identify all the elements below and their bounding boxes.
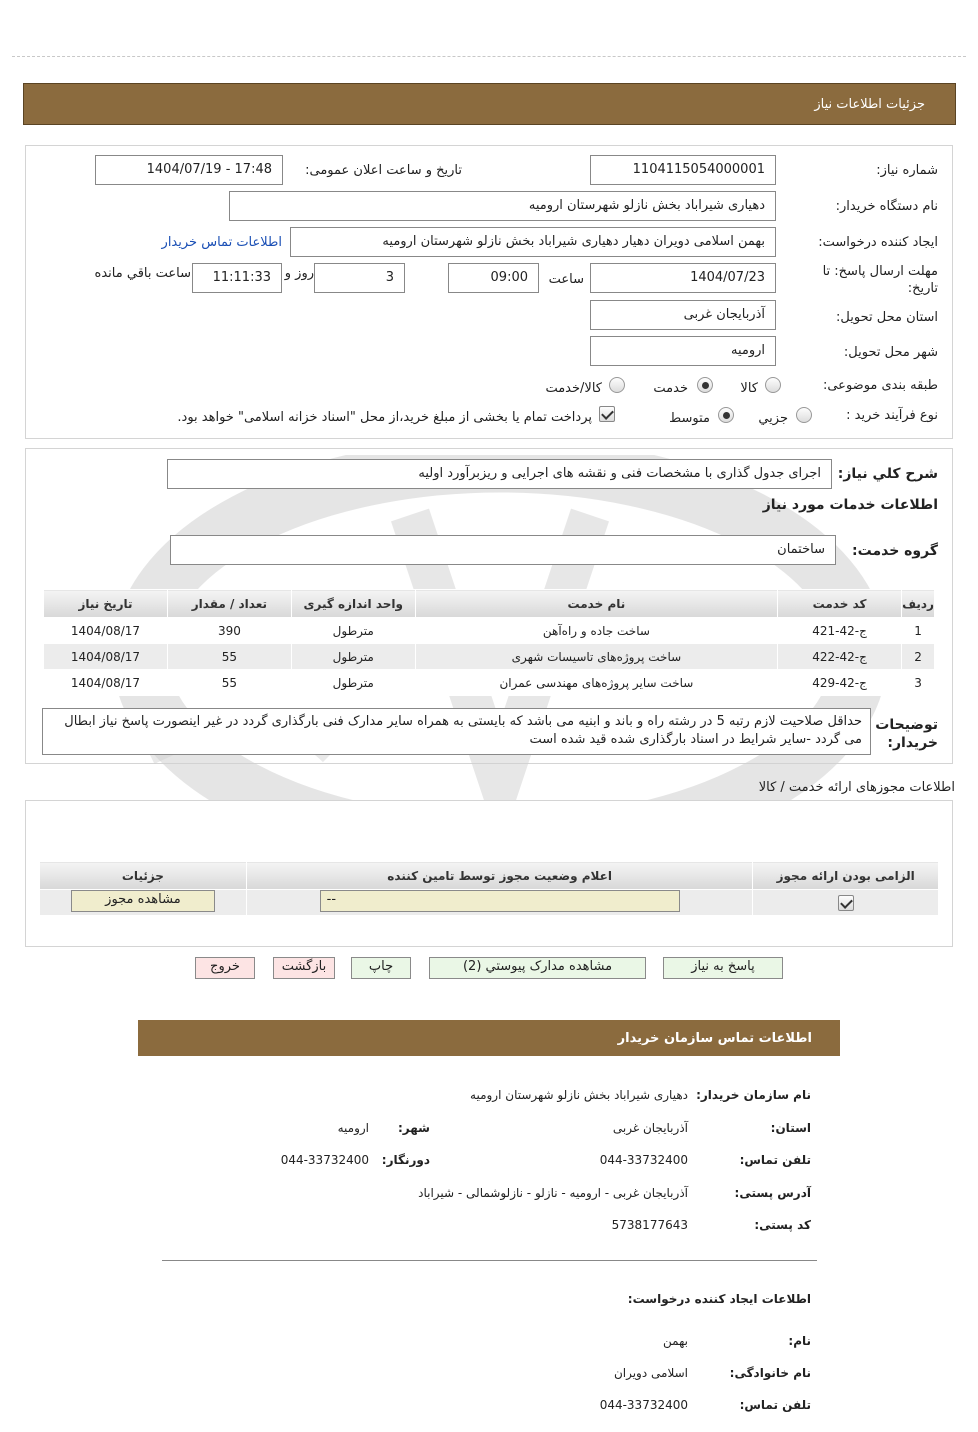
creator-last-name: اسلامی دویران: [613, 1366, 688, 1380]
col-code: کد خدمت: [778, 590, 902, 618]
contact-city-label: شهر:: [398, 1121, 430, 1135]
deadline-label-2: تاریخ:: [907, 281, 938, 296]
creator-first-name-label: نام:: [788, 1334, 811, 1348]
cell-row: 3: [902, 670, 935, 696]
summary-label: شرح کلي نیاز:: [837, 466, 938, 482]
back-button[interactable]: بازگشت: [273, 957, 335, 979]
contact-title: اطلاعات تماس سازمان خریدار: [617, 1031, 812, 1046]
col-permit-details: جزئیات: [40, 862, 247, 890]
top-divider: [12, 56, 966, 57]
cell-unit: مترطول: [291, 618, 415, 644]
time-label: ساعت: [548, 272, 584, 287]
contact-title-bar: [138, 1020, 840, 1056]
cell-name: ساخت پروژه‌های تاسیسات شهری: [415, 644, 777, 670]
permits-table: [39, 861, 939, 916]
remaining-label: ساعت باقي مانده: [94, 266, 191, 281]
cell-qty: 55: [167, 670, 291, 696]
contact-org: دهیاری شیراباد بخش نازلو شهرستان ارومیه: [470, 1088, 688, 1102]
exit-button[interactable]: خروج: [195, 957, 255, 979]
city-label: شهر محل تحویل:: [843, 345, 938, 360]
contact-postal: 5738177643: [611, 1218, 688, 1232]
announce-label: تاریخ و ساعت اعلان عمومی:: [305, 163, 462, 178]
creator-info-title: اطلاعات ایجاد کننده درخواست:: [627, 1292, 811, 1306]
buyer-org-field: دهیاری شیراباد بخش نازلو شهرستان ارومیه: [229, 191, 776, 221]
contact-province: آذربایجان غربی: [612, 1121, 688, 1135]
col-date: تاریخ نیاز: [44, 590, 168, 618]
col-unit: واحد اندازه گیری: [291, 590, 415, 618]
cell-code: ج-42-422: [778, 644, 902, 670]
process-label: نوع فرآیند خرید :: [846, 408, 938, 423]
contact-fax-label: دورنگار:: [381, 1153, 430, 1167]
services-table: [43, 589, 935, 696]
category-radio-goods[interactable]: [765, 377, 781, 393]
treasury-note: پرداخت تمام یا بخشی از مبلغ خرید،از محل "اسناد خزانه اسلامی" خواهد بود.: [177, 410, 592, 425]
reply-button[interactable]: پاسخ به نیاز: [663, 957, 783, 979]
need-number-label: شماره نیاز:: [876, 163, 938, 178]
cell-qty: 55: [167, 644, 291, 670]
col-row: ردیف: [902, 590, 935, 618]
province-field: آذربایجان غربی: [590, 300, 776, 330]
category-option-service: خدمت: [653, 381, 688, 396]
cell-permit-status: [246, 890, 753, 916]
category-option-goods: کالا: [740, 381, 758, 396]
permit-status-field[interactable]: --: [320, 890, 680, 912]
category-radio-both[interactable]: [609, 377, 625, 393]
buyer-contact-link[interactable]: اطلاعات تماس خریدار: [161, 235, 282, 250]
col-name: نام خدمت: [415, 590, 777, 618]
page-title-bar: [23, 83, 956, 125]
cell-permit-details: [40, 890, 247, 916]
cell-permit-required: [753, 890, 939, 916]
permits-title: اطلاعات مجوزهای ارائه خدمت / کالا: [758, 780, 955, 795]
contact-province-label: استان:: [770, 1121, 811, 1135]
deadline-time-field: 09:00: [448, 263, 539, 293]
buyer-notes-label: توضیحات: [875, 717, 938, 733]
cell-name: ساخت جاده و راه‌آهن: [415, 618, 777, 644]
creator-last-name-label: نام خانوادگی:: [729, 1366, 811, 1380]
view-permit-button[interactable]: مشاهده مجوز: [71, 890, 215, 912]
contact-phone: 044-33732400: [599, 1153, 688, 1167]
category-label: طبقه بندی موضوعی:: [822, 378, 938, 393]
process-radio-minor[interactable]: [796, 407, 812, 423]
attachments-button[interactable]: مشاهده مدارک پیوستي (2): [429, 957, 646, 979]
creator-first-name: بهمن: [663, 1334, 688, 1348]
creator-phone: 044-33732400: [599, 1398, 688, 1412]
cell-date: 1404/08/17: [44, 618, 168, 644]
contact-postal-label: کد پستی:: [754, 1218, 811, 1232]
contact-org-label: نام سازمان خریدار:: [696, 1088, 811, 1102]
contact-city: ارومیه: [337, 1121, 369, 1135]
col-permit-required: الزامی بودن ارائه مجوز: [753, 862, 939, 890]
table-row: [44, 618, 935, 644]
contact-address: آذربایجان غربی - ارومیه - نازلو - نازلوشمالی - شیراباد: [418, 1186, 688, 1200]
page-title: جزئیات اطلاعات نیاز: [814, 97, 925, 112]
permit-required-checkbox[interactable]: [838, 895, 854, 911]
services-header-row: [44, 590, 935, 618]
creator-field: بهمن اسلامی دویران دهیار دهیاری شیراباد بخش نازلو شهرستان ارومیه: [290, 227, 776, 257]
cell-date: 1404/08/17: [44, 670, 168, 696]
cell-row: 2: [902, 644, 935, 670]
buyer-notes-field: حداقل صلاحیت لازم رتبه 5 در رشته راه و باند و ابنیه می باشد که بایستی به همراه سایر مدارک فنی بارگذاری گردد در غیر اینصورت پاسخ نیاز ابطال می گردد -سایر شرایط در اسناد بارگذاری شده قید شده است: [42, 708, 871, 755]
need-number-field: 1104115054000001: [590, 155, 776, 185]
table-row: [44, 670, 935, 696]
cell-code: ج-42-421: [778, 618, 902, 644]
contact-divider: [162, 1260, 817, 1261]
col-qty: تعداد / مقدار: [167, 590, 291, 618]
deadline-date-field: 1404/07/23: [590, 263, 776, 293]
announce-field: 1404/07/19 - 17:48: [95, 155, 283, 185]
service-group-label: گروه خدمت:: [852, 543, 938, 559]
permit-row: [40, 890, 939, 916]
creator-phone-label: تلفن تماس:: [739, 1398, 811, 1412]
cell-unit: مترطول: [291, 670, 415, 696]
cell-date: 1404/08/17: [44, 644, 168, 670]
treasury-checkbox[interactable]: [599, 406, 615, 422]
category-radio-service[interactable]: [697, 377, 713, 393]
deadline-label: مهلت ارسال پاسخ: تا: [822, 264, 938, 279]
summary-field: اجرای جدول گذاری با مشخصات فنی و نقشه های اجرایی و ریزبرآورد اولیه: [167, 459, 832, 489]
contact-phone-label: تلفن تماس:: [739, 1153, 811, 1167]
province-label: استان محل تحویل:: [836, 310, 938, 325]
contact-fax: 044-33732400: [280, 1153, 369, 1167]
creator-label: ایجاد کننده درخواست:: [818, 235, 938, 250]
cell-code: ج-42-429: [778, 670, 902, 696]
category-option-both: کالا/خدمت: [545, 381, 602, 396]
process-option-minor: جزیي: [758, 411, 788, 426]
contact-address-label: آدرس پستی:: [734, 1186, 811, 1200]
buyer-org-label: نام دستگاه خریدار:: [835, 199, 938, 214]
cell-qty: 390: [167, 618, 291, 644]
city-field: ارومیه: [590, 336, 776, 366]
service-group-field: ساختمان: [170, 535, 836, 565]
cell-row: 1: [902, 618, 935, 644]
cell-unit: مترطول: [291, 644, 415, 670]
col-permit-status: اعلام وضعیت مجوز توسط تامین کننده: [246, 862, 753, 890]
process-option-medium: متوسط: [669, 411, 710, 426]
print-button[interactable]: چاپ: [351, 957, 411, 979]
remaining-time-field: 11:11:33: [192, 263, 282, 293]
days-field: 3: [314, 263, 405, 293]
services-title: اطلاعات خدمات مورد نیاز: [762, 497, 938, 513]
buyer-notes-label-2: خریدار:: [887, 735, 938, 751]
table-row: [44, 644, 935, 670]
cell-name: ساخت سایر پروژه‌های مهندسی عمران: [415, 670, 777, 696]
permits-header-row: [40, 862, 939, 890]
process-radio-medium[interactable]: [718, 407, 734, 423]
days-label: روز و: [284, 266, 314, 281]
